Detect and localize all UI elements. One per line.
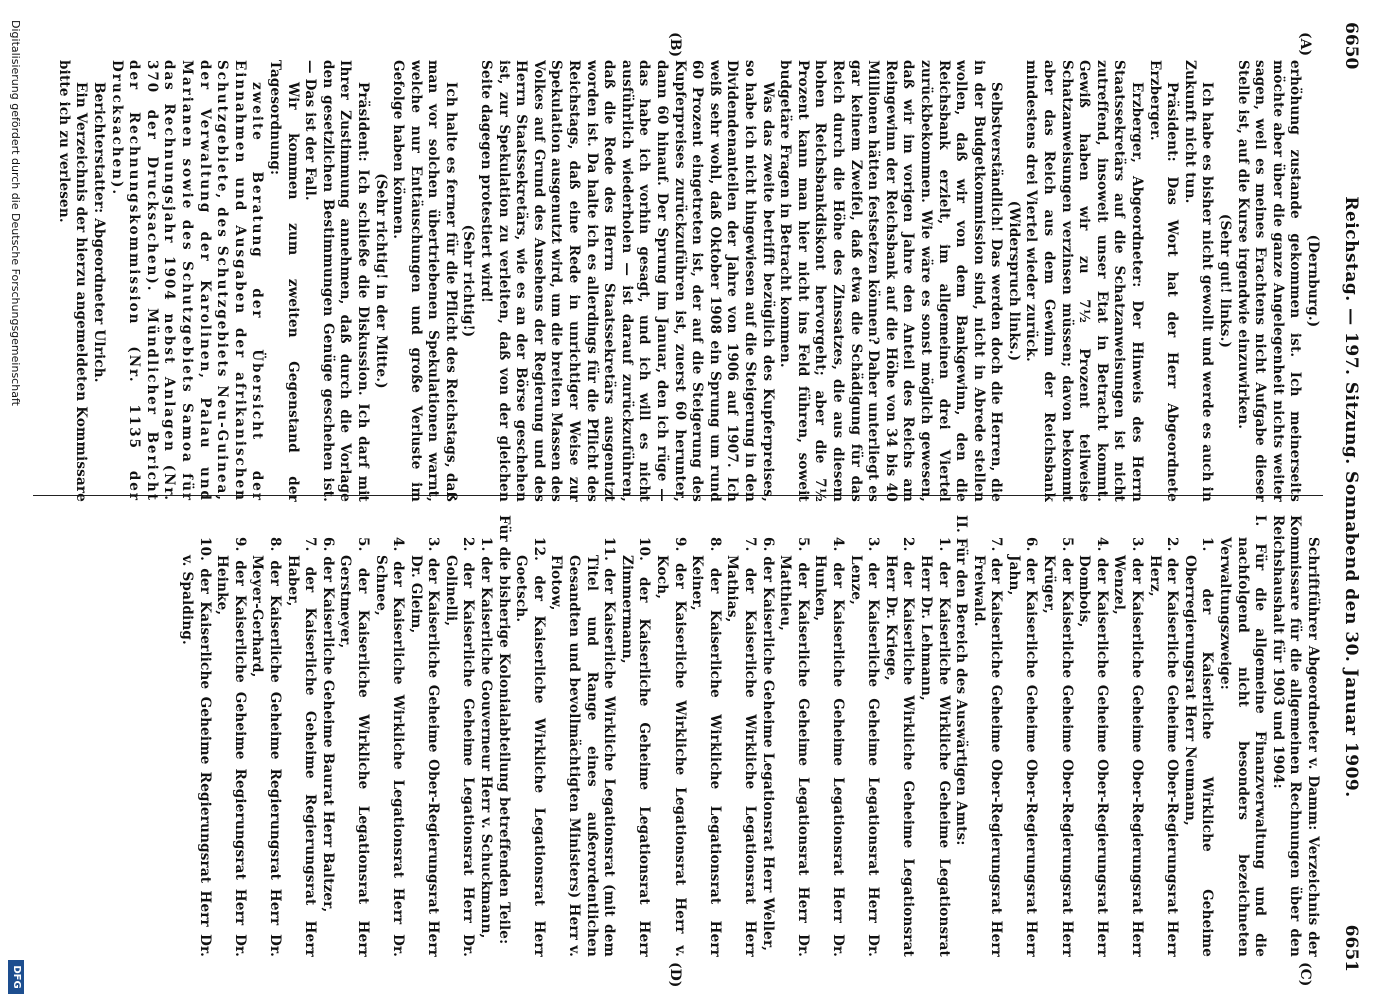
- list-item: 3. der Kaiserliche Geheime Ober-Regierungsrat Herr Dr. Gleim,: [407, 537, 442, 957]
- interjection: (Sehr richtig!): [460, 224, 477, 338]
- margin-mark-a: (A): [1297, 32, 1313, 57]
- right-column: [31, 515, 1321, 957]
- paragraph: erhöhung zustande gekommen ist. Ich meinerseits möchte aber über die ganze Angelegenheit nichts weiter sagen, weil es meines Erachtens nicht Aufgabe dieser Stelle ist, auf die Kurse irgendwie einzuwirken.: [1234, 60, 1304, 502]
- list-item: 1. der Kaiserliche Wirkliche Geheime Oberregierungsrat Herr Neumann,: [1181, 537, 1216, 957]
- left-column: [31, 60, 1321, 502]
- interjection: (Widerspruch links.): [1005, 200, 1022, 362]
- page-number-right: 6651: [1341, 924, 1361, 972]
- list-item: 7. der Kaiserliche Wirkliche Legationsrat Herr Mathias,: [724, 537, 758, 957]
- paragraph: Ich habe es bisher nicht gewollt und werde es auch in Zukunft nicht tun.: [1181, 60, 1216, 502]
- speaker-tag: (Dernburg.): [1305, 234, 1321, 328]
- list-item: 5. der Kaiserliche Geheime Legationsrat Herr Dr. Matthieu,: [777, 537, 811, 957]
- list-item: 7. der Kaiserliche Geheime Regierungsrat Herr Haber,: [284, 537, 319, 957]
- list-item: 6. der Kaiserliche Geheime Legationsrat Herr Weller,: [759, 537, 776, 952]
- paragraph: Was das zweite betrifft bezüglich des Kupferpreises, so habe ich nicht hingewiesen auf die Steigerung in den Dividendenanteilen der Jahre von 1906 auf 1907. Ich weiß sehr wohl, daß Oktober 1908 ein Sprung um rund 60 Prozent eingetreten ist, der auf die Steigerung des Kupferpreises zurückzuführen ist, zuerst 60 herunter, dann 60 hinauf. Der Sprung im Januar, den ich rüge — das habe ich vorhin gesagt, und ich will es nicht ausführlich wiederholen — ist darauf zurückzuführen, daß die Rede des Herrn Staatssekretärs ausgenutzt worden ist. Da halte ich es allerdings für die Pflicht des Reichstags, daß eine Rede in unrichtiger Weise zur Spekulation ausgenutzt wird, um die breiten Massen des Volkes auf Grund des Ansehens der Regierung und des Herrn Staatssekretärs, wie es an der Börse geschehen ist, zur Spekulation zu verleiten, daß von der gleichen Seite dagegen protestiert wird!: [478, 60, 776, 502]
- list-item: 6. der Kaiserliche Geheime Baurat Herr Baltzer,: [319, 537, 336, 913]
- list-item: 4. der Kaiserliche Geheime Legationsrat Herr Dr. Hunken,: [812, 537, 846, 957]
- list-item: 5. der Kaiserliche Wirkliche Legationsrat Herr Gerstmeyer,: [337, 537, 371, 957]
- list-item: 12. der Kaiserliche Wirkliche Legationsrat Herr Goetsch.: [513, 537, 547, 957]
- agenda-item: zweite Beratung der Übersicht der Einnahmen und Ausgaben der afrikanischen Schutzgebiete, des Schutzgebiets Neu-Guinea, der Verwaltung der Karolinen, Palau und Marianen sowie des Schutzgebiets Samoa für das Rechnungsjahr 1904 nebst Anlagen (Nr. 370 der Drucksachen). Mündlicher Bericht der Rechnungskommission (Nr. 1135 der Drucksachen).: [108, 60, 266, 502]
- list-item: 4. der Kaiserliche Geheime Ober-Regierungsrat Herr Dombois,: [1076, 537, 1110, 957]
- list-item: 9. der Kaiserliche Geheime Regierungsrat Herr Dr. Heinke,: [214, 537, 248, 957]
- list-item: 9. der Kaiserliche Wirkliche Legationsrat Herr v. Koch,: [654, 537, 688, 957]
- digitization-footer: [0, 0, 28, 1000]
- list-item: 4. der Kaiserliche Wirkliche Legationsrat Herr Dr. Schnee,: [372, 537, 407, 957]
- margin-mark-d: (D): [667, 962, 683, 988]
- list-item: 6. der Kaiserliche Geheime Ober-Regierungsrat Herr Jahn,: [1005, 537, 1040, 957]
- list-item: 10. der Kaiserliche Geheime Regierungsrat Herr Dr. v. Spalding.: [179, 537, 213, 957]
- list-item: 2. der Kaiserliche Geheime Ober-Regierungsrat Herr Herz,: [1146, 537, 1181, 957]
- list-item: 5. der Kaiserliche Geheime Ober-Regierungsrat Herr Krüger,: [1041, 537, 1075, 957]
- margin-mark-c: (C): [1297, 962, 1313, 987]
- footer-credit: Digitalisierung gefördert durch die Deutsche Forschungsgemeinschaft: [9, 20, 22, 406]
- interjection: (Sehr richtig! in der Mitte.): [372, 173, 389, 389]
- list-item: 3. der Kaiserliche Geheime Legationsrat Herr Dr. Lenze,: [847, 537, 882, 957]
- paragraph: Selbstverständlich! Das werden doch die Herren, die in der Budgetkommission sind, nicht in Abrede stellen wollen, daß wir von dem Bankgewinn, den die Reichsbank erzielt, im allgemeinen drei Viertel zurückbekommen. Wie wäre es sonst möglich gewesen, daß wir im vorigen Jahre den Anteil des Reichs am Reingewinn der Reichsbank auf die Höhe von 34 bis 40 Millionen hätten festsetzen können? Daher unterliegt es gar keinem Zweifel, daß etwa die Schädigung für das Reich durch die Höhe des Zinssatzes, die aus diesem hohen Reichsbankdiskont hervorgeht; aber die 7½ Prozent kann man hier nicht ins Feld führen, soweit budgetäre Fragen in Betracht kommen.: [777, 60, 1005, 502]
- section-heading: Für die bisherige Kolonialabteilung betreffenden Teile:: [495, 515, 512, 945]
- list-item: 8. der Kaiserliche Geheime Regierungsrat Herr Dr. Meyer-Gerhard,: [249, 537, 283, 957]
- list-item: 8. der Kaiserliche Wirkliche Legationsrat Herr Keiner,: [689, 537, 723, 957]
- list-item: 2. der Kaiserliche Geheime Legationsrat Herr Dr. Golinelli,: [442, 537, 477, 957]
- paragraph: Wir kommen zum zweiten Gegenstand der Tagesordnung:: [266, 60, 301, 502]
- paragraph: Ich halte es ferner für die Pflicht des Reichstags, daß man vor solchen übertriebenen Spekulationen warnt, welche nur Enttäuschungen und große Verluste im Gefolge haben können.: [390, 60, 459, 502]
- paragraph: Erzberger, Abgeordneter: Der Hinweis des Herrn Staatssekretärs auf die Schatzanweisungen ist nicht zutreffend, insoweit unser Etat in Betracht kommt. Gewiß haben wir zu 7½ Prozent teilweise Schatzanweisungen verzinsen müssen; davon bekommt aber das Reich aus dem Gewinn der Reichsbank mindestens drei Viertel wieder zurück.: [1023, 60, 1146, 502]
- paragraph: Schriftführer Abgeordneter v. Damm: Verzeichnis der Kommissare für die allgemeinen Rechnungen über den Reichshaushalt für 1903 und 1904:: [1269, 515, 1321, 957]
- list-item: 2. der Kaiserliche Wirkliche Geheime Legationsrat Herr Dr. Kriege,: [882, 537, 917, 957]
- list-item: 1. der Kaiserliche Gouverneur Herr v. Schuckmann,: [478, 537, 495, 939]
- list-item: 11. der Kaiserliche Wirkliche Legationsrat (mit dem Titel und Range eines außerordentlichen Gesandten und bevollmächtigten Ministers) Herr v. Flotow,: [548, 537, 618, 957]
- paragraph: Berichterstatter: Abgeordneter Ulrich.: [91, 82, 108, 383]
- paragraph: Präsident: Ich schließe die Diskussion. Ich darf mit Ihrer Zustimmung annehmen, daß durch die Vorlage den gesetzlichen Bestimmungen Genüge geschehen ist. — Das ist der Fall.: [302, 60, 371, 502]
- page-header: [1327, 22, 1375, 972]
- dfg-logo: DFG: [8, 960, 24, 994]
- list-item: 3. der Kaiserliche Geheime Ober-Regierungsrat Herr Wenzel,: [1111, 537, 1146, 957]
- header-title: Reichstag. — 197. Sitzung. Sonnabend den 30. Januar 1909.: [1341, 196, 1361, 798]
- section-heading: II. Für den Bereich des Auswärtigen Amts:: [953, 515, 970, 846]
- paragraph: Ein Verzeichnis der hierzu angemeldeten Kommissare bitte ich zu verlesen.: [55, 60, 90, 502]
- list-item: 7. der Kaiserliche Geheime Ober-Regierungsrat Herr Freiwald.: [970, 537, 1005, 957]
- interjection: (Sehr gut! links.): [1217, 213, 1234, 349]
- section-heading: I. Für die allgemeine Finanzverwaltung und die nachfolgend nicht besonders bezeichneten Verwaltungszweige:: [1217, 515, 1269, 957]
- list-item: 10. der Kaiserliche Geheime Legationsrat Herr Zimmermann,: [618, 537, 653, 957]
- list-item: 1. der Kaiserliche Wirkliche Geheime Legationsrat Herr Dr. Lehmann,: [917, 537, 952, 957]
- margin-mark-b: (B): [667, 32, 683, 58]
- page-number-left: 6650: [1341, 22, 1361, 70]
- paragraph: Präsident: Das Wort hat der Herr Abgeordnete Erzberger.: [1146, 60, 1181, 502]
